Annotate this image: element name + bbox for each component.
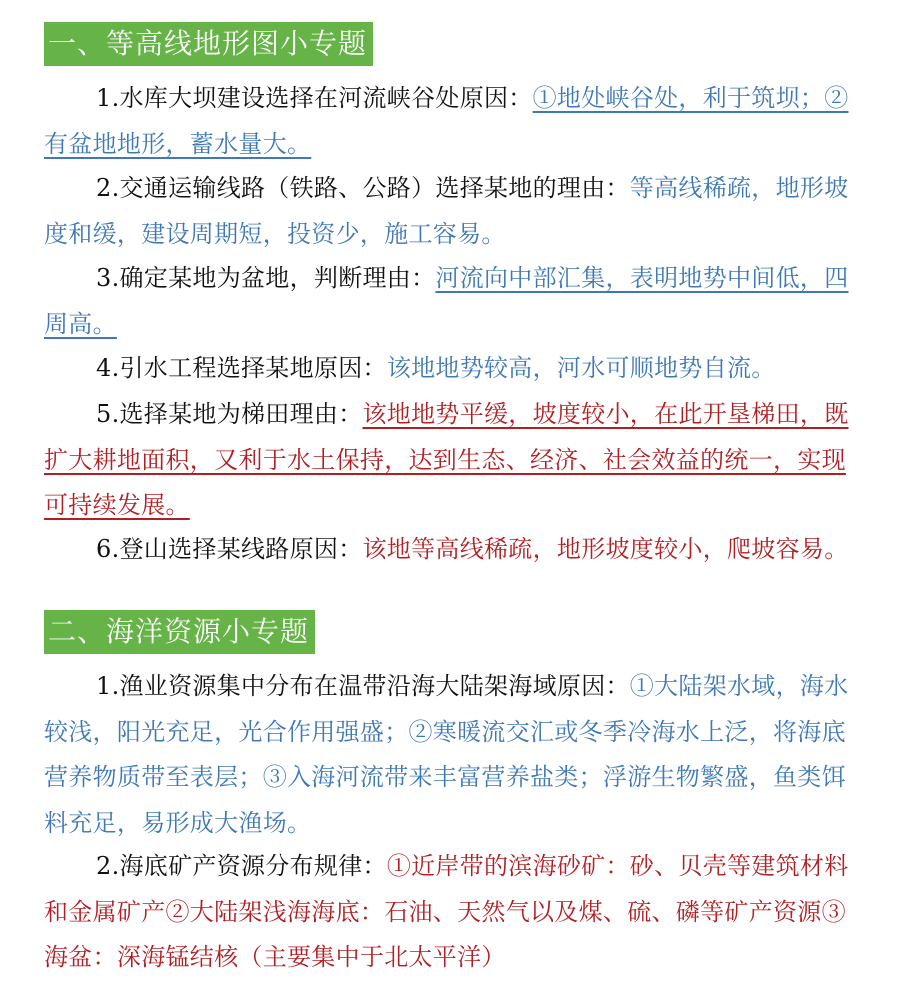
item-label: 4.引水工程选择某地原因： [96,354,387,382]
item-answer: ①地处峡谷处，利于筑坝；②有盆地地形，蓄水量大。 [44,84,849,158]
section-1-item-4 [44,346,864,392]
item-answer: 该地地势较高，河水可顺地势自流。 [386,354,776,382]
section-1-item-1 [44,76,864,167]
item-answer: 等高线稀疏，地形坡度和缓，建设周期短，投资少，施工容易。 [44,174,849,248]
section-2-item-2 [44,844,864,981]
section-2-heading: 二、海洋资源小专题 [44,610,315,654]
section-1-item-3 [44,256,864,347]
item-label: 1.渔业资源集中分布在温带沿海大陆架海域原因： [96,672,630,700]
section-1-item-6 [44,527,864,573]
item-answer: 该地等高线稀疏，地形坡度较小，爬坡容易。 [362,535,849,563]
item-label: 5.选择某地为梯田理由： [96,400,363,428]
section-1-item-5 [44,392,864,529]
item-answer: 河流向中部汇集，表明地势中间低，四周高。 [44,264,849,338]
item-answer: ①近岸带的滨海砂矿：砂、贝壳等建筑材料和金属矿产②大陆架浅海海底：石油、天然气以及煤、硫、磷等矿产资源③海盆：深海锰结核（主要集中于北太平洋） [44,852,849,972]
item-label: 2.交通运输线路（铁路、公路）选择某地的理由： [96,174,630,202]
section-2-item-1 [44,664,864,846]
item-label: 3.确定某地为盆地，判断理由： [96,264,436,292]
item-label: 2.海底矿产资源分布规律： [96,852,387,880]
section-1-item-2 [44,166,864,257]
item-label: 1.水库大坝建设选择在河流峡谷处原因： [96,84,533,112]
item-answer: ①大陆架水域，海水较浅，阳光充足，光合作用强盛；②寒暖流交汇或冬季冷海水上泛，将海底营养物质带至表层；③入海河流带来丰富营养盐类；浮游生物繁盛，鱼类饵料充足，易形成大渔场。 [44,672,849,837]
section-1-heading: 一、等高线地形图小专题 [44,22,373,66]
item-answer: 该地地势平缓，坡度较小，在此开垦梯田，既扩大耕地面积，又利于水土保持，达到生态、经济、社会效益的统一，实现可持续发展。 [44,400,849,520]
item-label: 6.登山选择某线路原因： [96,535,363,563]
